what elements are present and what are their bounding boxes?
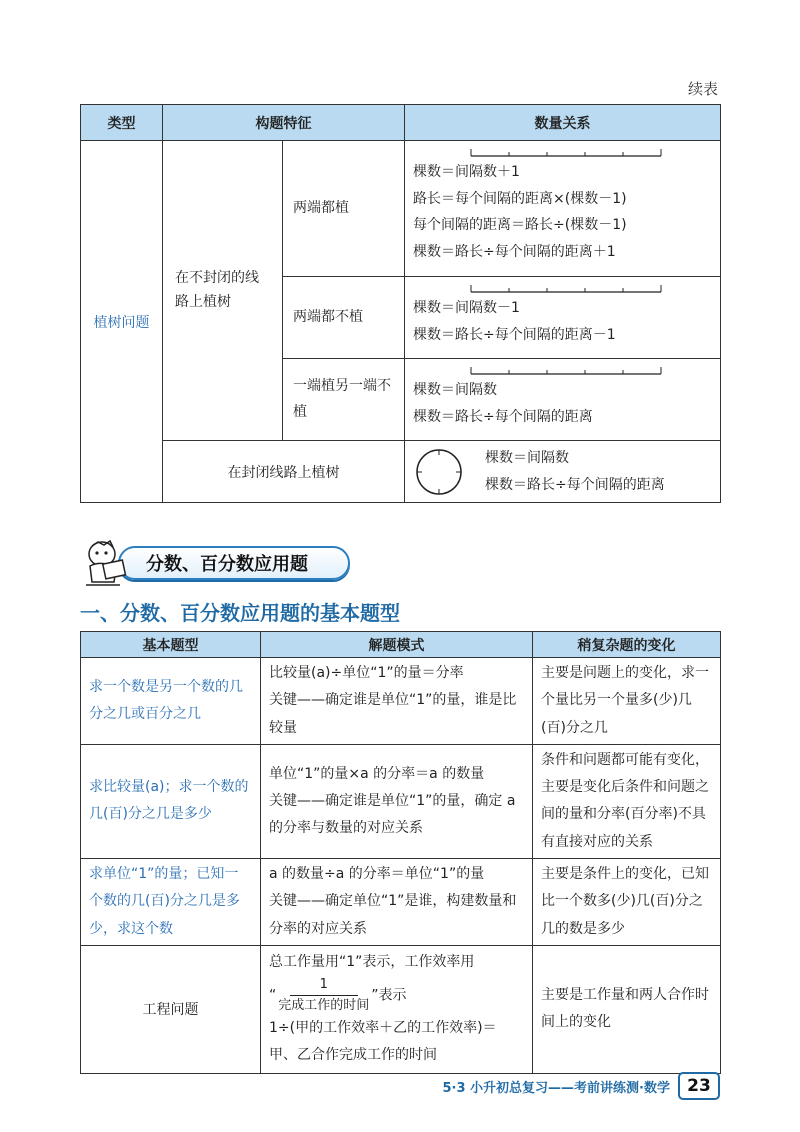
section-subtitle: 一、分数、百分数应用题的基本题型 — [80, 601, 400, 625]
header-relation: 数量关系 — [405, 105, 721, 141]
solution-pattern — [261, 744, 533, 858]
table-header-row — [81, 105, 721, 141]
case-one-end: 一端植另一端不植 — [283, 359, 405, 441]
relation-cell — [405, 141, 721, 277]
solution-pattern — [261, 658, 533, 745]
tree-planting-table — [80, 104, 721, 503]
problem-type: 求一个数是另一个数的几分之几或百分之几 — [81, 658, 261, 745]
pattern-line: 关键——确定单位“1”是谁，构建数量和分率的对应关系 — [269, 893, 517, 937]
problem-type: 求比较量(a)；求一个数的几(百)分之几是多少 — [81, 744, 261, 858]
header-pattern: 解题模式 — [261, 632, 533, 658]
case-both-ends: 两端都植 — [283, 141, 405, 277]
variation-cell: 主要是问题上的变化，求一个量比另一个量多(少)几(百)分之几 — [533, 658, 721, 745]
pattern-line: 关键——确定谁是单位“1”的量，确定 a 的分率与数量的对应关系 — [269, 792, 516, 837]
problem-type-engineering: 工程问题 — [81, 945, 261, 1073]
page-number: 23 — [678, 1072, 720, 1100]
table-header-row — [81, 632, 721, 658]
fraction-denominator: 完成工作的时间 — [278, 997, 370, 1013]
table-row — [81, 945, 721, 1073]
formula-line: 棵数＝间隔数 — [485, 449, 569, 466]
type-cell: 植树问题 — [81, 141, 163, 503]
problem-type: 求单位“1”的量；已知一个数的几(百)分之几是多少，求这个数 — [81, 859, 261, 946]
segment-diagram-one-end — [469, 365, 663, 377]
pattern-line: 单位“1”的量×a 的分率＝a 的数量 — [269, 765, 485, 782]
book-title: 5·3 小升初总复习——考前讲练测·数学 — [442, 1080, 670, 1096]
reading-mascot-icon — [80, 538, 132, 588]
variation-cell: 主要是条件上的变化，已知比一个数多(少)几(百)分之几的数是多少 — [533, 859, 721, 946]
table-row — [81, 859, 721, 946]
closed-line-feature: 在封闭线路上植树 — [163, 441, 405, 503]
case-neither-end: 两端都不植 — [283, 277, 405, 359]
header-feature: 构题特征 — [163, 105, 405, 141]
segment-diagram-neither-end — [469, 283, 663, 295]
pattern-line: 比较量(a)÷单位“1”的量＝分率 — [269, 665, 464, 681]
variation-cell: 主要是工作量和两人合作时间上的变化 — [533, 945, 721, 1073]
formula-line: 棵数＝间隔数－1 — [413, 300, 520, 316]
pattern-line: 1÷(甲的工作效率＋乙的工作效率)＝甲、乙合作完成工作的时间 — [269, 1020, 497, 1064]
formula-line: 路长＝每个间隔的距离×(棵数－1) — [413, 190, 627, 207]
fraction-numerator: 1 — [290, 976, 358, 995]
pattern-line: 总工作量用“1”表示，工作效率用 — [269, 954, 475, 971]
formula-line: 棵数＝间隔数＋1 — [413, 164, 520, 180]
pattern-line: 关键——确定谁是单位“1”的量，谁是比较量 — [269, 692, 517, 736]
header-basic-type: 基本题型 — [81, 632, 261, 658]
fraction-line — [269, 976, 524, 1015]
section-title: 分数、百分数应用题 — [118, 546, 350, 580]
fraction-problems-table — [80, 631, 721, 1074]
formula-line: 棵数＝路长÷每个间隔的距离 — [485, 476, 665, 493]
pattern-line: a 的数量÷a 的分率＝单位“1”的量 — [269, 866, 485, 883]
table-row — [81, 441, 721, 503]
table-row — [81, 141, 721, 277]
relation-cell — [405, 277, 721, 359]
quote-open: “ — [269, 987, 277, 1004]
efficiency-fraction — [278, 976, 369, 1015]
formula-line: 棵数＝路长÷每个间隔的距离 — [413, 408, 593, 425]
quote-close: ”表示 — [371, 987, 407, 1004]
solution-pattern — [261, 945, 533, 1073]
continued-label: 续表 — [687, 80, 718, 98]
solution-pattern — [261, 859, 533, 946]
section-header — [80, 538, 350, 588]
formula-line: 棵数＝路长÷每个间隔的距离＋1 — [413, 243, 616, 260]
page-footer — [443, 1072, 721, 1100]
header-type: 类型 — [81, 105, 163, 141]
closed-loop-diagram — [413, 446, 465, 498]
formula-line: 每个间隔的距离＝路长÷(棵数－1) — [413, 217, 627, 234]
relation-cell — [405, 441, 721, 503]
variation-cell: 条件和问题都可能有变化，主要是变化后条件和问题之间的量和分率(百分率)不具有直接对应的关系 — [533, 744, 721, 858]
formula-line: 棵数＝路长÷每个间隔的距离－1 — [413, 326, 616, 343]
header-variation: 稍复杂题的变化 — [533, 632, 721, 658]
segment-diagram-both-ends — [469, 147, 663, 159]
formula-line: 棵数＝间隔数 — [413, 382, 497, 398]
open-line-feature: 在不封闭的线路上植树 — [163, 141, 283, 441]
table-row — [81, 658, 721, 745]
table-row — [81, 744, 721, 858]
relation-cell — [405, 359, 721, 441]
